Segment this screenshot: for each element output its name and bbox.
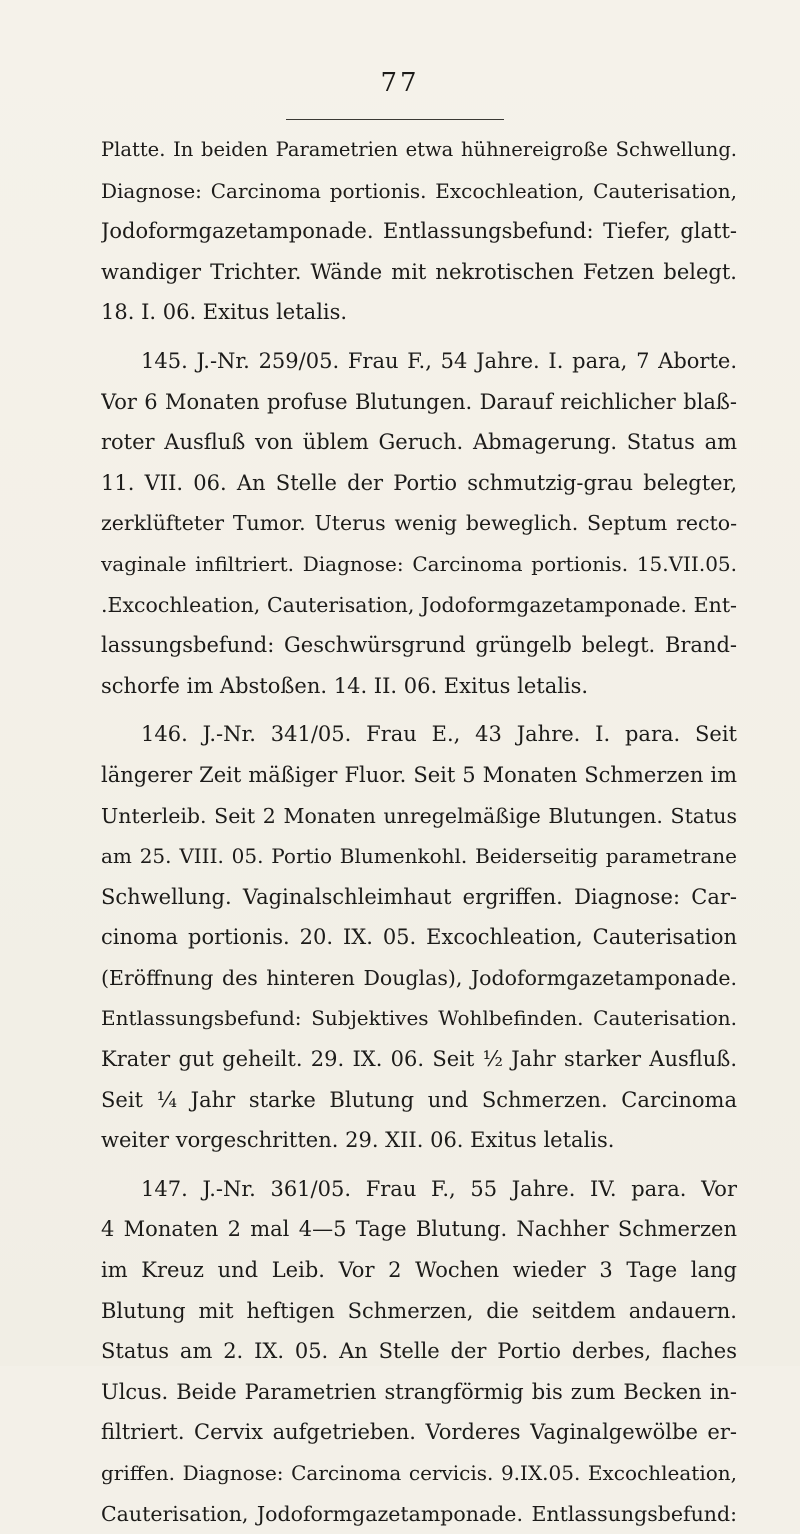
- text-line: griffen. Diagnose: Carcinoma cervicis. 9.IX.05. Excochleation,: [101, 1461, 737, 1485]
- paragraph-case-147: [101, 1169, 737, 1534]
- text-line: Jodoformgazetamponade. Entlassungsbefund: Tiefer, glatt-: [101, 219, 737, 244]
- text-line: Unterleib. Seit 2 Monaten unregelmäßige Blutungen. Status: [101, 803, 737, 828]
- text-line: Platte. In beiden Parametrien etwa hühnereigroße Schwellung.: [101, 138, 737, 161]
- body-text: [101, 130, 737, 1534]
- text-line: zerklüfteter Tumor. Uterus wenig beweglich. Septum recto-: [101, 511, 737, 536]
- header-rule: [286, 119, 504, 120]
- text-line: vaginale infiltriert. Diagnose: Carcinoma portionis. 15.VII.05.: [101, 551, 737, 576]
- text-line: filtriert. Cervix aufgetrieben. Vorderes Vaginalgewölbe er-: [101, 1420, 737, 1445]
- text-line: Vor 6 Monaten profuse Blutungen. Darauf reichlicher blaß-: [101, 389, 737, 414]
- text-line: längerer Zeit mäßiger Fluor. Seit 5 Monaten Schmerzen im: [101, 762, 737, 787]
- text-line: 146. J.-Nr. 341/05. Frau E., 43 Jahre. I. para. Seit: [141, 722, 737, 747]
- text-line: schorfe im Abstoßen. 14. II. 06. Exitus letalis.: [101, 673, 589, 698]
- text-line: roter Ausfluß von üblem Geruch. Abmagerung. Status am: [101, 430, 737, 455]
- text-line: cinoma portionis. 20. IX. 05. Excochleation, Cauterisation: [101, 925, 737, 950]
- text-line: Schwellung. Vaginalschleimhaut ergriffen. Diagnose: Car-: [101, 884, 737, 909]
- text-line: wandiger Trichter. Wände mit nekrotischen Fetzen belegt.: [101, 259, 737, 284]
- text-line: 145. J.-Nr. 259/05. Frau F., 54 Jahre. I. para, 7 Aborte.: [141, 348, 737, 373]
- text-line: Krater gut geheilt. 29. IX. 06. Seit ½ Jahr starker Ausfluß.: [101, 1047, 737, 1072]
- text-line: 18. I. 06. Exitus letalis.: [101, 300, 348, 325]
- text-line: im Kreuz und Leib. Vor 2 Wochen wieder 3 Tage lang: [101, 1258, 737, 1283]
- text-line: .Excochleation, Cauterisation, Jodoformgazetamponade. Ent-: [101, 592, 737, 617]
- text-line: (Eröffnung des hinteren Douglas), Jodoformgazetamponade.: [101, 965, 737, 990]
- text-line: Status am 2. IX. 05. An Stelle der Portio derbes, flaches: [101, 1339, 737, 1364]
- paragraph-p-cont: [101, 130, 737, 333]
- text-line: Blutung mit heftigen Schmerzen, die seitdem andauern.: [101, 1298, 737, 1323]
- paragraph-case-145: [101, 341, 737, 706]
- paragraph-gap: [101, 1161, 737, 1169]
- text-line: Cauterisation, Jodoformgazetamponade. Entlassungsbefund:: [101, 1501, 737, 1526]
- text-line: Diagnose: Carcinoma portionis. Excochleation, Cauterisation,: [101, 178, 737, 203]
- text-line: Seit ¼ Jahr starke Blutung und Schmerzen. Carcinoma: [101, 1087, 737, 1112]
- text-line: 11. VII. 06. An Stelle der Portio schmutzig-grau belegter,: [101, 470, 737, 495]
- text-line: Entlassungsbefund: Subjektives Wohlbefinden. Cauterisation.: [101, 1006, 737, 1031]
- text-line: 147. J.-Nr. 361/05. Frau F., 55 Jahre. IV. para. Vor: [141, 1176, 737, 1201]
- text-line: lassungsbefund: Geschwürsgrund grüngelb belegt. Brand-: [101, 633, 737, 658]
- page-number: 77: [380, 68, 420, 98]
- text-line: Ulcus. Beide Parametrien strangförmig bis zum Becken in-: [101, 1379, 737, 1404]
- text-line: weiter vorgeschritten. 29. XII. 06. Exitus letalis.: [101, 1128, 615, 1153]
- paragraph-gap: [101, 333, 737, 341]
- paragraph-gap: [101, 706, 737, 714]
- text-line: 4 Monaten 2 mal 4—5 Tage Blutung. Nachher Schmerzen: [101, 1217, 737, 1242]
- paragraph-case-146: [101, 714, 737, 1161]
- text-line: am 25. VIII. 05. Portio Blumenkohl. Beiderseitig parametrane: [101, 844, 737, 869]
